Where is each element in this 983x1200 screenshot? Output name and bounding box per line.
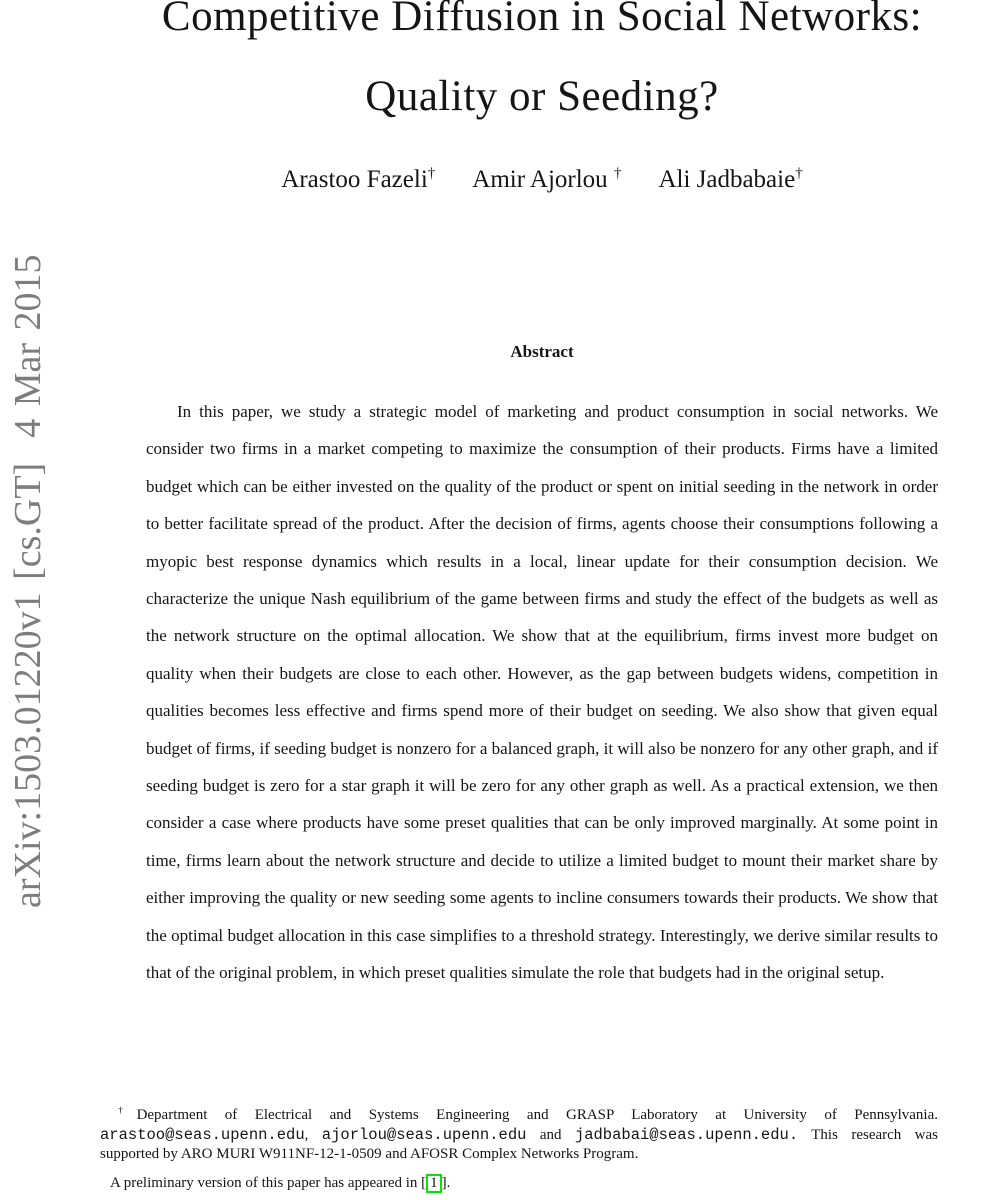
email-address-2: ajorlou@seas.upenn.edu xyxy=(321,1125,527,1144)
author-2-name: Amir Ajorlou xyxy=(472,166,614,193)
prelim-text-after: ]. xyxy=(441,1174,451,1191)
prelim-text-before: A preliminary version of this paper has appeared in [ xyxy=(110,1174,427,1191)
abstract-text: In this paper, we study a strategic model of marketing and product consumption in social networks. We consider two firms in a market competing to maximize the consumption of their products. Firms have a limited budget which can be either invested on the quality of the product or spent on initial seeding in the network in order to better facilitate spread of the product. After the decision of firms, agents choose their consumptions following a myopic best response dynamics which results in a local, linear update for their consumption decision. We characterize the unique Nash equilibrium of the game between firms and study the effect of the budgets as well as the network structure on the optimal allocation. We show that at the equilibrium, firms invest more budget on quality when their budgets are close to each other. However, as the gap between budgets widens, competition in qualities becomes less effective and firms spend more of their budget on seeding. We also show that given equal budget of firms, if seeding budget is nonzero for a balanced graph, it will also be nonzero for any other graph, and if seeding budget is zero for a star graph it will be zero for any other graph as well. As a practical extension, we then consider a case where products have some preset qualities that can be only improved marginally. At some point in time, firms learn about the network structure and decide to utilize a limited budget to mount their market share by either improving the quality or new seeding some agents to incline consumers towards their products. We show that the optimal budget allocation in this case simplifies to a threshold strategy. Interestingly, we derive similar results to that of the original problem, in which preset qualities simulate the role that budgets had in the original setup. xyxy=(146,402,938,983)
affiliation-text: Department of Electrical and Systems Engineering and GRASP Laboratory at University of Pennsylvania. xyxy=(136,1107,938,1123)
footnote-dagger: † xyxy=(118,1105,137,1116)
email-address-1: arastoo@seas.upenn.edu xyxy=(100,1125,305,1144)
author-2-dagger: † xyxy=(613,165,622,182)
abstract-heading: Abstract xyxy=(510,342,574,361)
author-list xyxy=(146,166,938,194)
paper-title-line2: Quality or Seeding? xyxy=(365,73,719,120)
email-separator-1: , xyxy=(304,1126,322,1143)
arxiv-watermark: arXiv:1503.01220v1 [cs.GT] 4 Mar 2015 xyxy=(7,254,49,908)
preliminary-version-note xyxy=(100,1174,938,1194)
author-1-name: Arastoo Fazeli xyxy=(281,166,428,193)
author-1 xyxy=(281,166,435,194)
email-separator-2: and xyxy=(526,1126,575,1143)
author-2 xyxy=(472,166,621,194)
author-1-dagger: † xyxy=(427,165,436,182)
footnote-affiliation-and-funding xyxy=(100,1106,938,1165)
citation-1-link[interactable]: 1 xyxy=(426,1174,442,1193)
author-3 xyxy=(658,166,802,194)
footnote-block xyxy=(100,1106,938,1193)
funding-text: This research was supported by ARO MURI W911NF-12-1-0509 and AFOSR Complex Networks Program. xyxy=(100,1126,939,1162)
author-3-dagger: † xyxy=(795,165,803,182)
paper-title-line1: Competitive Diffusion in Social Networks: xyxy=(161,0,923,40)
author-3-name: Ali Jadbabaie xyxy=(658,166,796,193)
email-address-3: jadbabai@seas.upenn.edu. xyxy=(574,1125,799,1144)
